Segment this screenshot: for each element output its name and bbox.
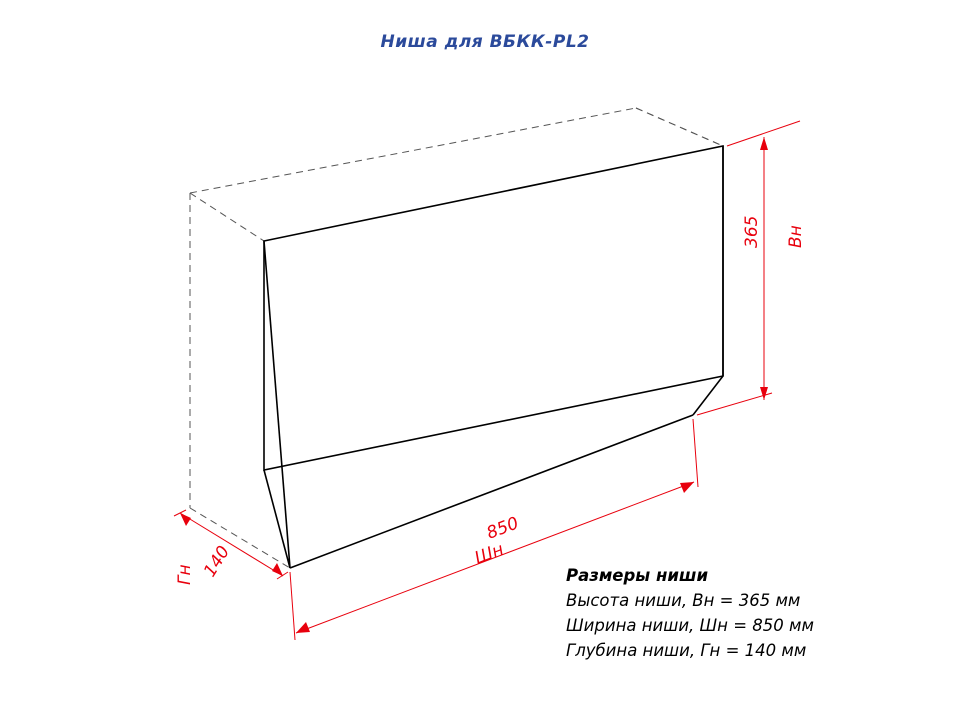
depth-value-label: 140 xyxy=(200,542,235,581)
width-symbol-label: Шн xyxy=(472,539,507,569)
notes-line-depth: Глубина ниши, Гн = 140 мм xyxy=(566,641,807,660)
notes-line-width: Ширина ниши, Шн = 850 мм xyxy=(566,616,814,635)
notes-block xyxy=(566,563,814,663)
niche-outline xyxy=(264,146,723,568)
depth-symbol-label: Гн xyxy=(175,564,195,585)
height-value-label: 365 xyxy=(742,215,762,248)
notes-line-height: Высота ниши, Вн = 365 мм xyxy=(566,591,801,610)
height-symbol-label: Вн xyxy=(786,225,806,248)
width-value-label: 850 xyxy=(484,513,522,544)
drawing-title: Ниша для ВБКК-PL2 xyxy=(380,32,590,52)
hidden-edges xyxy=(190,108,723,568)
notes-heading: Размеры ниши xyxy=(566,566,709,585)
